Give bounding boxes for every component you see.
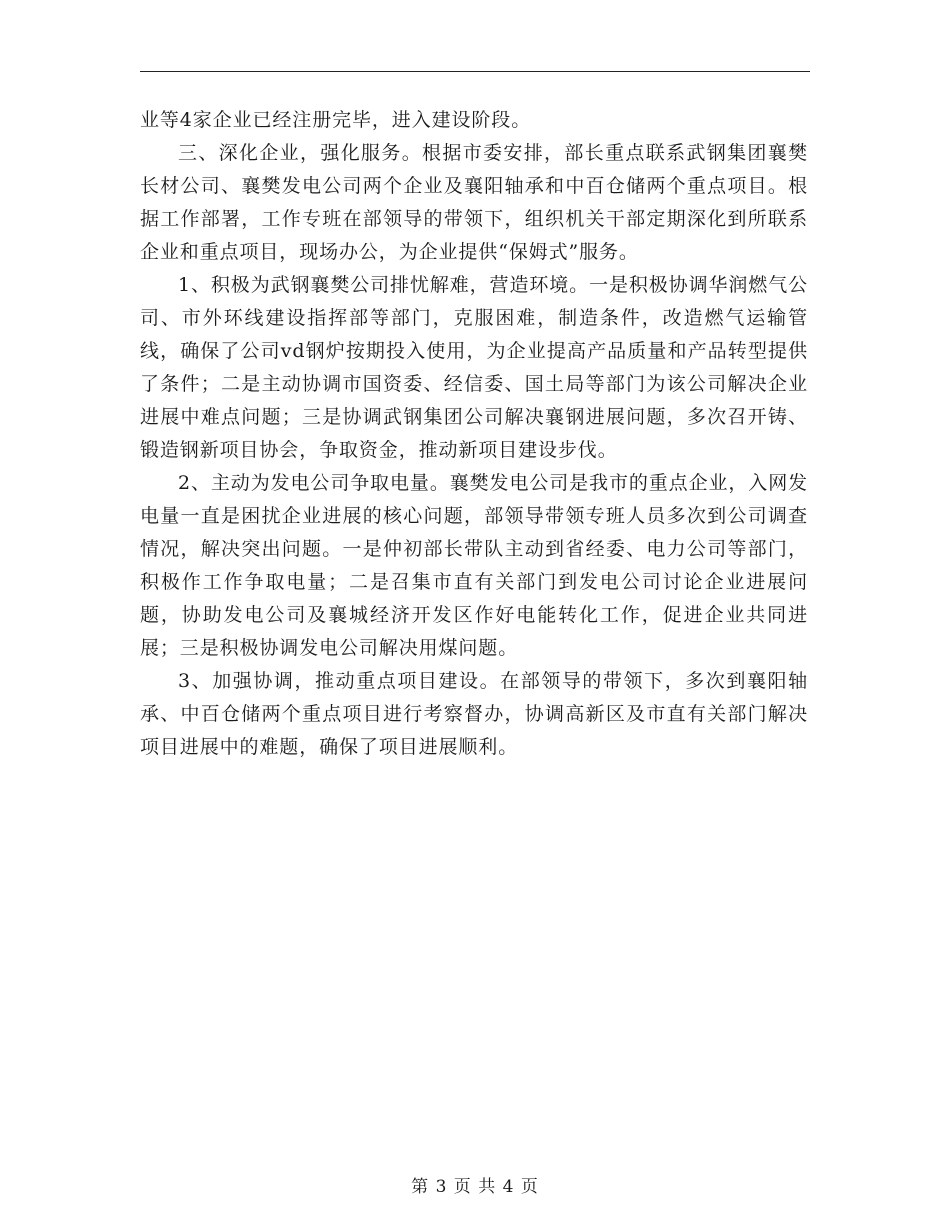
page-number: 第 3 页 共 4 页	[411, 1177, 539, 1197]
document-body	[140, 104, 808, 764]
header-rule	[140, 71, 810, 72]
paragraph-continuation: 业等4家企业已经注册完毕，进入建设阶段。	[140, 109, 532, 131]
paragraph-section-three: 三、深化企业，强化服务。根据市委安排，部长重点联系武钢集团襄樊长材公司、襄樊发电公司两个企业及襄阳轴承和中百仓储两个重点项目。根据工作部署，工作专班在部领导的带领下，组织机关干部定期深化到所联系企业和重点项目，现场办公，为企业提供“保姆式”服务。	[140, 142, 808, 263]
page-footer	[0, 1172, 950, 1197]
paragraph-item-one: 1、积极为武钢襄樊公司排忧解难，营造环境。一是积极协调华润燃气公司、市外环线建设指挥部等部门，克服困难，制造条件，改造燃气运输管线，确保了公司vd钢炉按期投入使用，为企业提高产品质量和产品转型提供了条件；二是主动协调市国资委、经信委、国土局等部门为该公司解决企业进展中难点问题；三是协调武钢集团公司解决襄钢进展问题，多次召开铸、锻造钢新项目协会，争取资金，推动新项目建设步伐。	[140, 274, 808, 461]
paragraph-item-two: 2、主动为发电公司争取电量。襄樊发电公司是我市的重点企业，入网发电量一直是困扰企业进展的核心问题，部领导带领专班人员多次到公司调查情况，解决突出问题。一是仲初部长带队主动到省经委、电力公司等部门，积极作工作争取电量；二是召集市直有关部门到发电公司讨论企业进展问题，协助发电公司及襄城经济开发区作好电能转化工作，促进企业共同进展；三是积极协调发电公司解决用煤问题。	[140, 472, 808, 659]
paragraph-item-three: 3、加强协调，推动重点项目建设。在部领导的带领下，多次到襄阳轴承、中百仓储两个重点项目进行考察督办，协调高新区及市直有关部门解决项目进展中的难题，确保了项目进展顺利。	[140, 670, 808, 758]
